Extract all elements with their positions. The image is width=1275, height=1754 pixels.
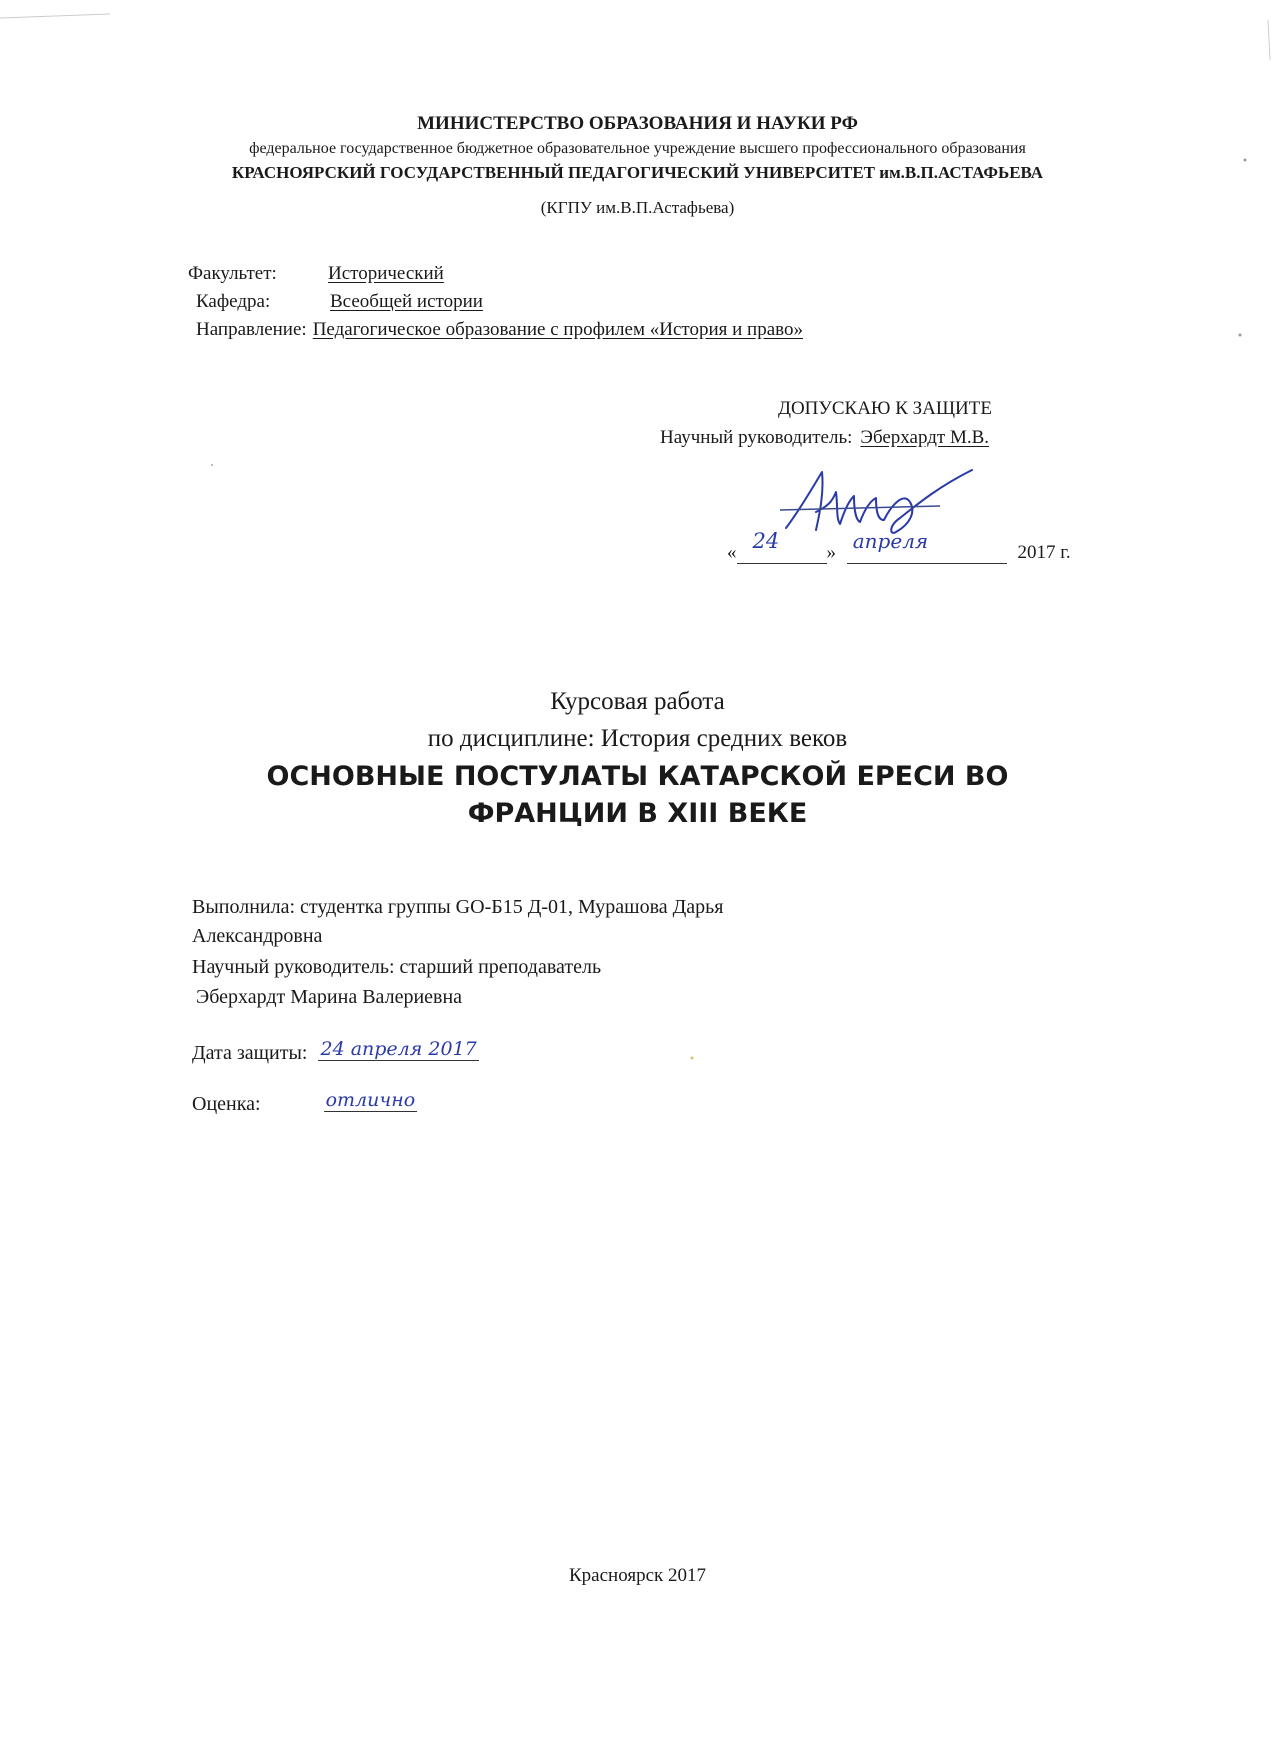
university-name: КРАСНОЯРСКИЙ ГОСУДАРСТВЕННЫЙ ПЕДАГОГИЧЕСКИЙ УНИВЕРСИТЕТ им.В.П.АСТАФЬЕВА [231,163,1044,182]
work-type: Курсовая работа [550,688,725,715]
direction-label: Направление: [196,319,307,340]
quote-close: » [826,542,836,563]
admit-heading: ДОПУСКАЮ К ЗАЩИТЕ [778,398,992,419]
advisor-line2: Эберхардт Марина Валериевна [196,986,463,1008]
month-handwritten: апреля [852,529,929,553]
department-value: Всеобщей истории [330,291,483,312]
approval-year: 2017 г. [1017,542,1071,563]
institution-type: федеральное государственное бюджетное образовательное учреждение высшего профессионального образования [249,140,1026,157]
supervisor-label: Научный руководитель: [660,427,853,448]
grade-handwritten: отлично [325,1089,416,1111]
city-year: Красноярск 2017 [569,1565,706,1586]
direction-value: Педагогическое образование с профилем «История и право» [312,319,803,340]
university-abbreviation: (КГПУ им.В.П.Астафьева) [540,198,735,217]
work-title-line1: ОСНОВНЫЕ ПОСТУЛАТЫ КАТАРСКОЙ ЕРЕСИ ВО [266,761,1009,792]
defense-date-label: Дата защиты: [192,1042,308,1064]
supervisor-value: Эберхардт М.В. [860,427,990,448]
day-handwritten: 24 [752,529,780,553]
advisor-line1: Научный руководитель: старший преподаватель [192,956,602,978]
discipline: по дисциплине: История средних веков [427,725,848,752]
ministry-name: МИНИСТЕРСТВО ОБРАЗОВАНИЯ И НАУКИ РФ [417,113,858,134]
faculty-value: Исторический [328,263,444,284]
work-title-line2: ФРАНЦИИ В XIII ВЕКЕ [467,798,808,829]
department-label: Кафедра: [196,291,271,312]
grade-label: Оценка: [192,1093,261,1115]
faculty-label: Факультет: [188,263,277,284]
defense-date-handwritten: 24 апреля 2017 [320,1038,477,1060]
performed-by: Выполнила: студентка группы GO-Б15 Д-01, Мурашова Дарья Александровна [192,896,724,947]
quote-open: « [727,542,737,563]
